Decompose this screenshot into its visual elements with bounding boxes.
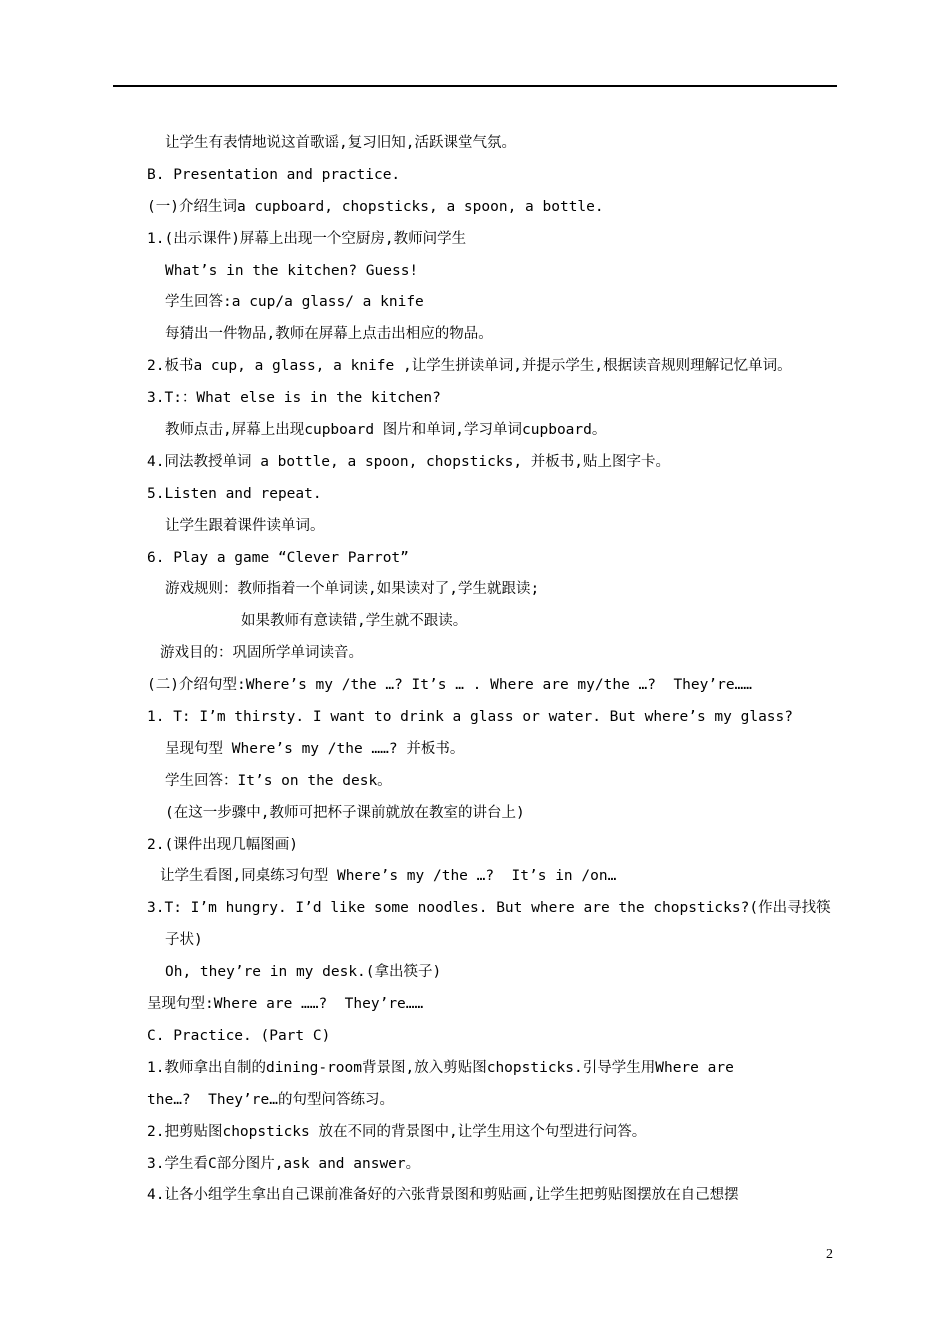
text-line: 如果教师有意读错,学生就不跟读。 bbox=[241, 613, 468, 630]
text-line: 5.Listen and repeat. bbox=[147, 485, 322, 502]
text-line: (一)介绍生词a cupboard, chopsticks, a spoon, a bottle. bbox=[147, 198, 604, 215]
text-line: 4.让各小组学生拿出自己课前准备好的六张背景图和剪贴画,让学生把剪贴图摆放在自己想摆 bbox=[147, 1187, 739, 1204]
text-line: (在这一步骤中,教师可把杯子课前就放在教室的讲台上) bbox=[165, 804, 525, 821]
text-line: Oh, they’re in my desk.(拿出筷子) bbox=[165, 964, 442, 981]
page-number: 2 bbox=[826, 1247, 833, 1262]
text-line: 让学生看图,同桌练习句型 Where’s my /the …? It’s in /on… bbox=[160, 868, 617, 885]
text-line: 2.板书a cup, a glass, a knife ,让学生拼读单词,并提示学生,根据读音规则理解记忆单词。 bbox=[147, 358, 792, 375]
header-rule bbox=[113, 85, 837, 87]
text-line: 游戏目的：巩固所学单词读音。 bbox=[160, 645, 363, 662]
text-line: 学生回答：It’s on the desk。 bbox=[165, 772, 392, 789]
text-line: 每猜出一件物品,教师在屏幕上点击出相应的物品。 bbox=[165, 326, 493, 343]
document-body bbox=[147, 128, 842, 1212]
text-line: 3.T: I’m hungry. I’d like some noodles. But where are the chopsticks?(作出寻找筷 bbox=[147, 900, 831, 917]
text-line: 3.学生看C部分图片,ask and answer。 bbox=[147, 1155, 421, 1172]
text-line: 1.教师拿出自制的dining-room背景图,放入剪贴图chopsticks.引导学生用Where are bbox=[147, 1059, 734, 1076]
text-line: 2.把剪贴图chopsticks 放在不同的背景图中,让学生用这个句型进行问答。 bbox=[147, 1123, 647, 1140]
text-line: 游戏规则：教师指着一个单词读,如果读对了,学生就跟读; bbox=[165, 581, 540, 598]
text-line: B. Presentation and practice. bbox=[147, 166, 401, 183]
text-line: 2.(课件出现几幅图画) bbox=[147, 836, 298, 853]
text-line: 4.同法教授单词 a bottle, a spoon, chopsticks, 并板书,贴上图字卡。 bbox=[147, 453, 671, 470]
text-line: 1. T: I’m thirsty. I want to drink a glass or water. But where’s my glass? bbox=[147, 709, 794, 726]
text-line: 学生回答:a cup/a glass/ a knife bbox=[165, 294, 424, 311]
text-line: the…? They’re…的句型问答练习。 bbox=[147, 1091, 394, 1108]
text-line: 子状) bbox=[165, 932, 203, 949]
text-line: 1.(出示课件)屏幕上出现一个空厨房,教师问学生 bbox=[147, 230, 467, 247]
text-line: 呈现句型 Where’s my /the ……? 并板书。 bbox=[165, 740, 465, 757]
text-line: (二)介绍句型:Where’s my /the …? It’s … . Where are my/the …? They’re…… bbox=[147, 677, 753, 694]
text-line: 教师点击,屏幕上出现cupboard 图片和单词,学习单词cupboard。 bbox=[165, 422, 607, 439]
text-line: 6. Play a game “Clever Parrot” bbox=[147, 549, 409, 566]
text-line: 3.T:：What else is in the kitchen? bbox=[147, 390, 441, 407]
text-line: What’s in the kitchen? Guess! bbox=[165, 262, 419, 279]
text-line: 让学生跟着课件读单词。 bbox=[165, 517, 325, 534]
text-line: 呈现句型:Where are ……? They’re…… bbox=[147, 996, 424, 1013]
text-line: 让学生有表情地说这首歌谣,复习旧知,活跃课堂气氛。 bbox=[165, 135, 516, 151]
text-line: C. Practice. (Part C) bbox=[147, 1027, 331, 1044]
